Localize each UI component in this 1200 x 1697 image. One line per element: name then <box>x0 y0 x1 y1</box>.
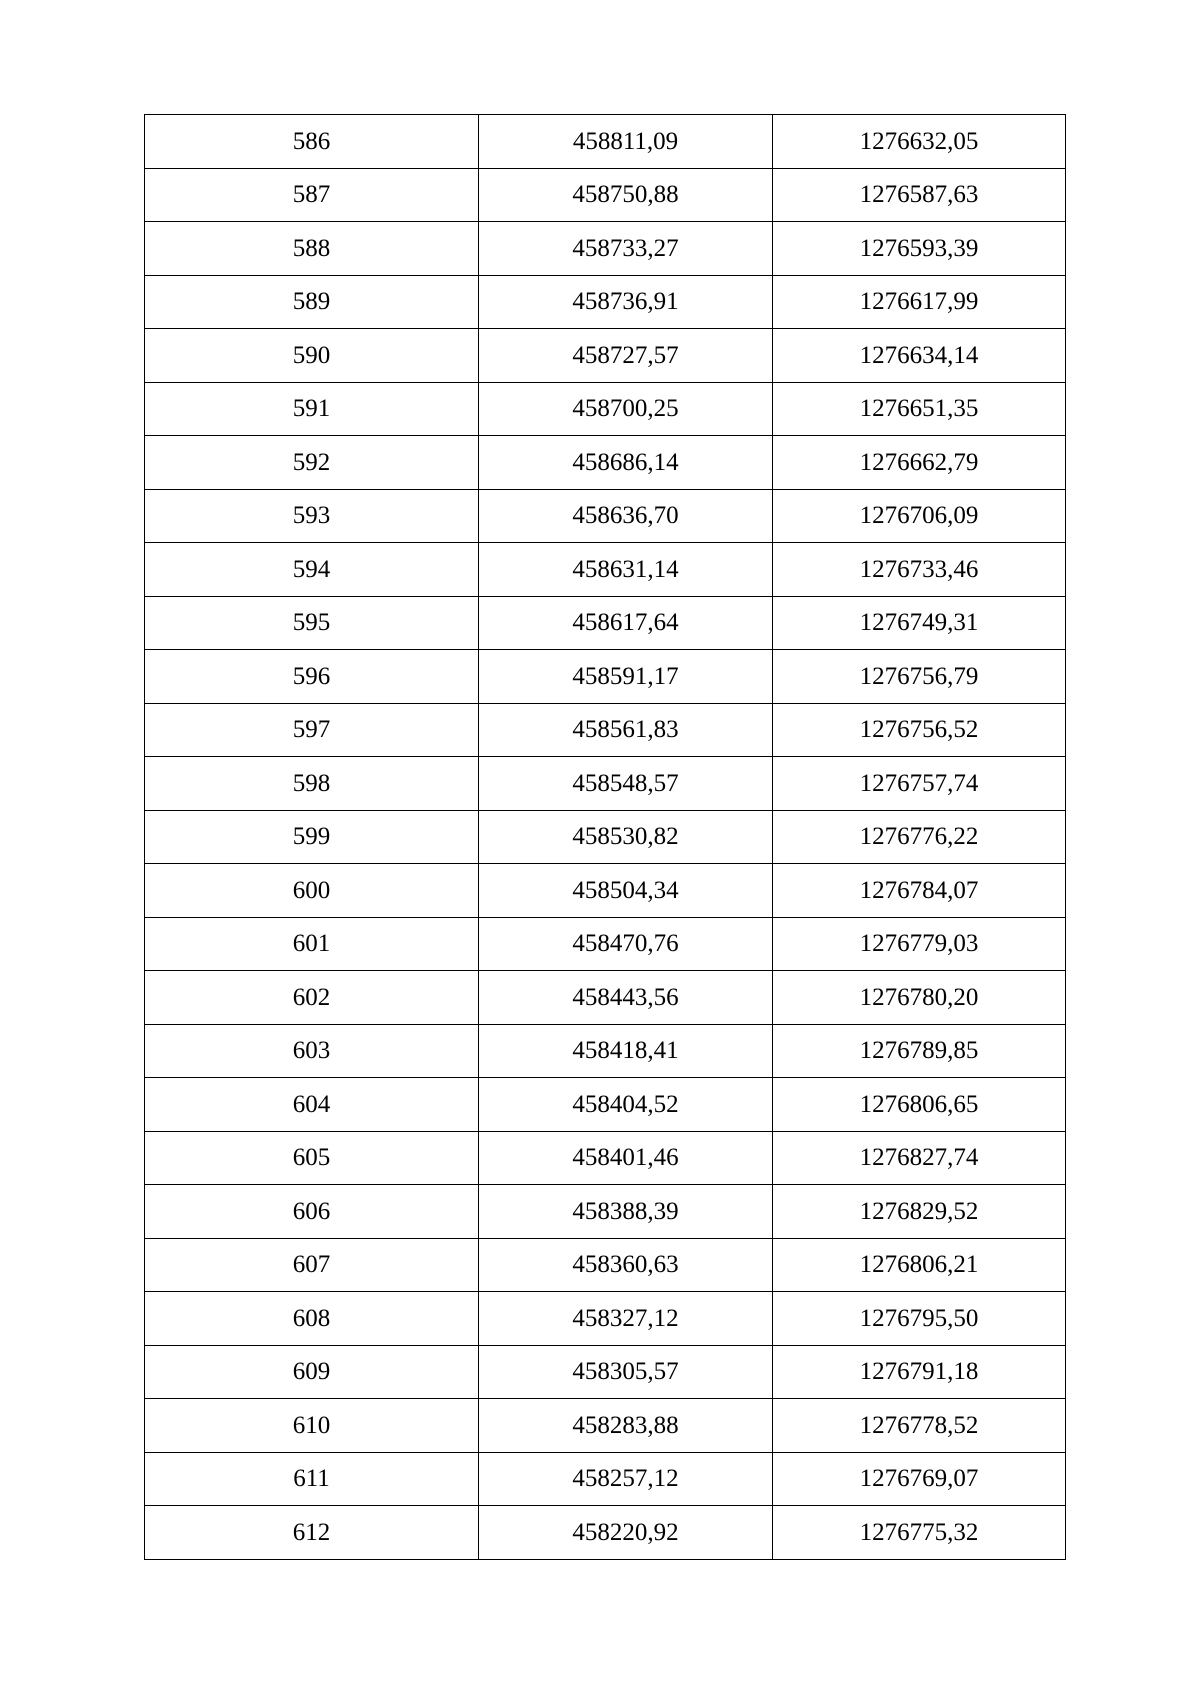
x-coordinate-cell: 458388,39 <box>479 1185 773 1239</box>
point-number-cell: 604 <box>145 1078 479 1132</box>
point-number-cell: 603 <box>145 1024 479 1078</box>
x-coordinate-cell: 458686,14 <box>479 436 773 490</box>
y-coordinate-cell: 1276662,79 <box>773 436 1066 490</box>
y-coordinate-cell: 1276784,07 <box>773 864 1066 918</box>
point-number-cell: 592 <box>145 436 479 490</box>
table-row <box>145 222 1066 276</box>
y-coordinate-cell: 1276795,50 <box>773 1292 1066 1346</box>
y-coordinate-cell: 1276827,74 <box>773 1131 1066 1185</box>
point-number-cell: 605 <box>145 1131 479 1185</box>
x-coordinate-cell: 458733,27 <box>479 222 773 276</box>
table-row <box>145 1506 1066 1560</box>
x-coordinate-cell: 458700,25 <box>479 382 773 436</box>
point-number-cell: 595 <box>145 596 479 650</box>
table-row <box>145 168 1066 222</box>
y-coordinate-cell: 1276829,52 <box>773 1185 1066 1239</box>
y-coordinate-cell: 1276651,35 <box>773 382 1066 436</box>
table-row <box>145 917 1066 971</box>
table-row <box>145 489 1066 543</box>
x-coordinate-cell: 458305,57 <box>479 1345 773 1399</box>
x-coordinate-cell: 458220,92 <box>479 1506 773 1560</box>
x-coordinate-cell: 458617,64 <box>479 596 773 650</box>
x-coordinate-cell: 458530,82 <box>479 810 773 864</box>
y-coordinate-cell: 1276806,21 <box>773 1238 1066 1292</box>
table-row <box>145 1399 1066 1453</box>
point-number-cell: 611 <box>145 1452 479 1506</box>
point-number-cell: 588 <box>145 222 479 276</box>
point-number-cell: 600 <box>145 864 479 918</box>
x-coordinate-cell: 458327,12 <box>479 1292 773 1346</box>
table-row <box>145 1131 1066 1185</box>
y-coordinate-cell: 1276789,85 <box>773 1024 1066 1078</box>
y-coordinate-cell: 1276806,65 <box>773 1078 1066 1132</box>
y-coordinate-cell: 1276632,05 <box>773 115 1066 169</box>
table-row <box>145 971 1066 1025</box>
y-coordinate-cell: 1276775,32 <box>773 1506 1066 1560</box>
table-row <box>145 1452 1066 1506</box>
table-row <box>145 703 1066 757</box>
point-number-cell: 598 <box>145 757 479 811</box>
x-coordinate-cell: 458548,57 <box>479 757 773 811</box>
y-coordinate-cell: 1276587,63 <box>773 168 1066 222</box>
point-number-cell: 597 <box>145 703 479 757</box>
point-number-cell: 606 <box>145 1185 479 1239</box>
x-coordinate-cell: 458750,88 <box>479 168 773 222</box>
x-coordinate-cell: 458811,09 <box>479 115 773 169</box>
x-coordinate-cell: 458561,83 <box>479 703 773 757</box>
x-coordinate-cell: 458591,17 <box>479 650 773 704</box>
y-coordinate-cell: 1276778,52 <box>773 1399 1066 1453</box>
x-coordinate-cell: 458727,57 <box>479 329 773 383</box>
table-row <box>145 436 1066 490</box>
y-coordinate-cell: 1276756,79 <box>773 650 1066 704</box>
coordinates-table <box>144 114 1066 1560</box>
y-coordinate-cell: 1276779,03 <box>773 917 1066 971</box>
y-coordinate-cell: 1276617,99 <box>773 275 1066 329</box>
x-coordinate-cell: 458470,76 <box>479 917 773 971</box>
x-coordinate-cell: 458418,41 <box>479 1024 773 1078</box>
y-coordinate-cell: 1276706,09 <box>773 489 1066 543</box>
table-row <box>145 1238 1066 1292</box>
point-number-cell: 591 <box>145 382 479 436</box>
table-row <box>145 1185 1066 1239</box>
x-coordinate-cell: 458401,46 <box>479 1131 773 1185</box>
point-number-cell: 612 <box>145 1506 479 1560</box>
x-coordinate-cell: 458257,12 <box>479 1452 773 1506</box>
point-number-cell: 601 <box>145 917 479 971</box>
table-row <box>145 650 1066 704</box>
table-row <box>145 1345 1066 1399</box>
y-coordinate-cell: 1276634,14 <box>773 329 1066 383</box>
table-row <box>145 864 1066 918</box>
table-row <box>145 757 1066 811</box>
table-row <box>145 275 1066 329</box>
y-coordinate-cell: 1276593,39 <box>773 222 1066 276</box>
y-coordinate-cell: 1276749,31 <box>773 596 1066 650</box>
point-number-cell: 609 <box>145 1345 479 1399</box>
x-coordinate-cell: 458443,56 <box>479 971 773 1025</box>
point-number-cell: 610 <box>145 1399 479 1453</box>
point-number-cell: 589 <box>145 275 479 329</box>
table-row <box>145 1078 1066 1132</box>
x-coordinate-cell: 458736,91 <box>479 275 773 329</box>
table-row <box>145 329 1066 383</box>
point-number-cell: 586 <box>145 115 479 169</box>
y-coordinate-cell: 1276757,74 <box>773 757 1066 811</box>
x-coordinate-cell: 458636,70 <box>479 489 773 543</box>
y-coordinate-cell: 1276769,07 <box>773 1452 1066 1506</box>
table-row <box>145 543 1066 597</box>
point-number-cell: 607 <box>145 1238 479 1292</box>
x-coordinate-cell: 458283,88 <box>479 1399 773 1453</box>
y-coordinate-cell: 1276780,20 <box>773 971 1066 1025</box>
y-coordinate-cell: 1276733,46 <box>773 543 1066 597</box>
y-coordinate-cell: 1276791,18 <box>773 1345 1066 1399</box>
x-coordinate-cell: 458504,34 <box>479 864 773 918</box>
coordinates-table-body <box>145 115 1066 1560</box>
table-row <box>145 1024 1066 1078</box>
table-row <box>145 115 1066 169</box>
point-number-cell: 590 <box>145 329 479 383</box>
point-number-cell: 602 <box>145 971 479 1025</box>
x-coordinate-cell: 458631,14 <box>479 543 773 597</box>
point-number-cell: 587 <box>145 168 479 222</box>
point-number-cell: 596 <box>145 650 479 704</box>
point-number-cell: 593 <box>145 489 479 543</box>
table-row <box>145 382 1066 436</box>
table-row <box>145 596 1066 650</box>
x-coordinate-cell: 458404,52 <box>479 1078 773 1132</box>
y-coordinate-cell: 1276776,22 <box>773 810 1066 864</box>
point-number-cell: 608 <box>145 1292 479 1346</box>
point-number-cell: 594 <box>145 543 479 597</box>
y-coordinate-cell: 1276756,52 <box>773 703 1066 757</box>
x-coordinate-cell: 458360,63 <box>479 1238 773 1292</box>
point-number-cell: 599 <box>145 810 479 864</box>
table-row <box>145 810 1066 864</box>
table-row <box>145 1292 1066 1346</box>
